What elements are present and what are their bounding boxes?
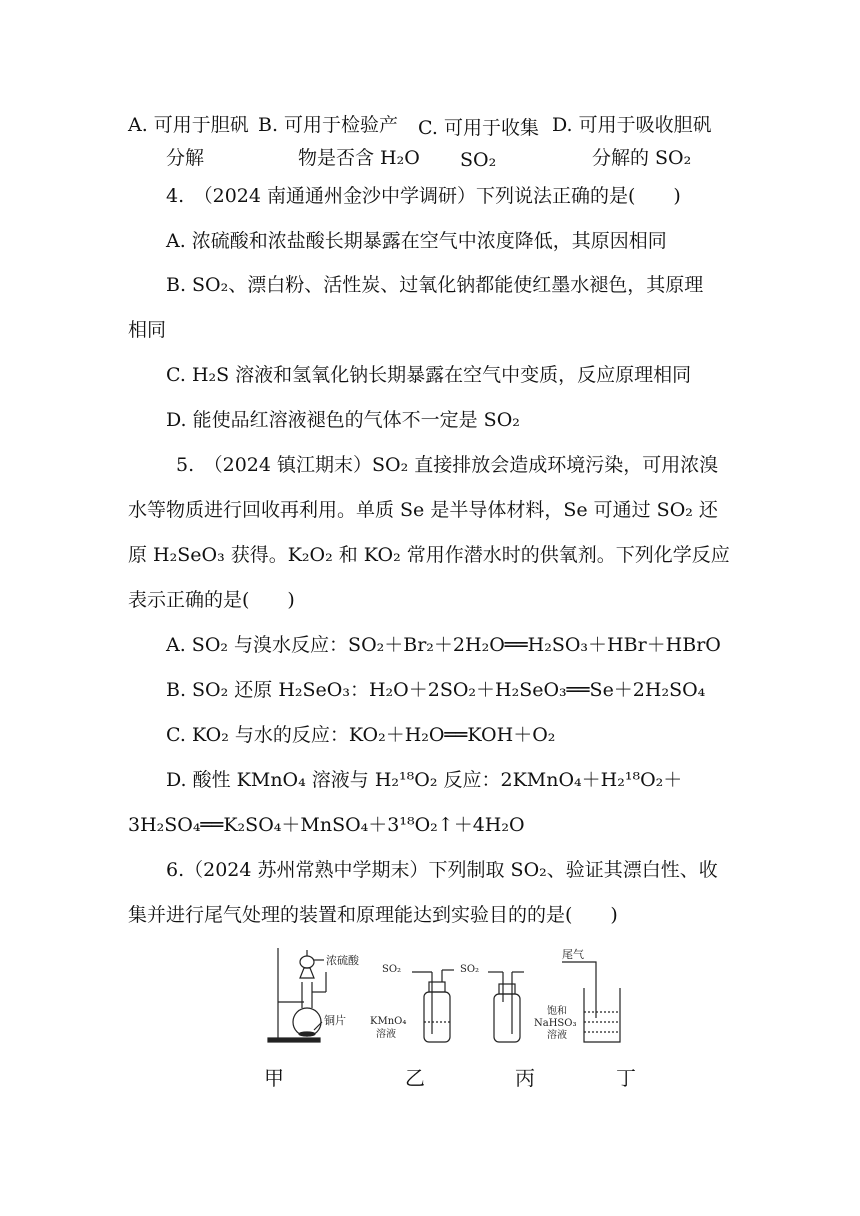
- figure-label-ding: 丁: [616, 1066, 636, 1090]
- q3-option-a-line1: A. 可用于胆矾: [128, 114, 249, 136]
- q4-option-a: A. 浓硫酸和浓盐酸长期暴露在空气中浓度降低，其原因相同: [166, 230, 667, 252]
- q5-option-b: B. SO₂ 还原 H₂SeO₃：H₂O＋2SO₂＋H₂SeO₃══Se＋2H₂SO₄: [166, 679, 706, 701]
- label-nahso3: NaHSO₃: [534, 1018, 577, 1029]
- q4-stem: 4. （2024 南通通州金沙中学调研）下列说法正确的是( ): [166, 185, 681, 207]
- q3-option-c-line1: C. 可用于收集: [418, 117, 539, 139]
- q3-option-b-line2: 物是否含 H₂O: [298, 147, 420, 169]
- q6-stem-line2: 集并进行尾气处理的装置和原理能达到实验目的的是( ): [128, 904, 618, 926]
- q3-option-c-line2: SO₂: [460, 149, 497, 171]
- label-so2-yi: SO₂: [382, 964, 402, 975]
- q5-option-c: C. KO₂ 与水的反应：KO₂＋H₂O══KOH＋O₂: [166, 724, 556, 746]
- q5-stem-line1: 5. （2024 镇江期末）SO₂ 直接排放会造成环境污染，可用浓溴: [176, 454, 719, 476]
- q4-option-c: C. H₂S 溶液和氢氧化钠长期暴露在空气中变质，反应原理相同: [166, 364, 692, 386]
- q4-option-d: D. 能使品红溶液褪色的气体不一定是 SO₂: [166, 409, 520, 431]
- q3-option-d-line2: 分解的 SO₂: [592, 147, 692, 169]
- q5-stem-line4: 表示正确的是( ): [128, 589, 295, 611]
- figure-label-bing: 丙: [515, 1066, 535, 1090]
- label-kmno4: KMnO₄: [370, 1016, 407, 1027]
- label-saturated: 饱和: [547, 1006, 567, 1017]
- q4-option-b-line1: B. SO₂、漂白粉、活性炭、过氧化钠都能使红墨水褪色，其原理: [166, 274, 704, 296]
- label-solution-ding: 溶液: [547, 1030, 567, 1041]
- q5-option-d-line1: D. 酸性 KMnO₄ 溶液与 H₂¹⁸O₂ 反应：2KMnO₄＋H₂¹⁸O₂＋: [166, 769, 683, 791]
- figure-label-yi: 乙: [405, 1066, 425, 1090]
- figure-label-jia: 甲: [264, 1066, 284, 1090]
- apparatus-figure: [262, 942, 662, 1058]
- q3-option-a-line2: 分解: [166, 147, 205, 169]
- apparatus-ding: [562, 962, 620, 1042]
- label-solution-yi: 溶液: [376, 1029, 396, 1040]
- apparatus-bing: [488, 972, 524, 1042]
- q3-option-b-line1: B. 可用于检验产: [258, 114, 399, 136]
- label-tail-gas: 尾气: [562, 948, 584, 961]
- q4-option-b-line2: 相同: [128, 319, 167, 341]
- q5-stem-line3: 原 H₂SeO₃ 获得。K₂O₂ 和 KO₂ 常用作潜水时的供氧剂。下列化学反应: [128, 544, 730, 566]
- q6-stem-line1: 6.（2024 苏州常熟中学期末）下列制取 SO₂、验证其漂白性、收: [166, 859, 718, 881]
- apparatus-jia: [268, 948, 326, 1042]
- q5-option-a: A. SO₂ 与溴水反应：SO₂＋Br₂＋2H₂O══H₂SO₃＋HBr＋HBrO: [166, 634, 721, 656]
- label-so2-bing: SO₂: [460, 964, 480, 975]
- q5-option-d-line2: 3H₂SO₄══K₂SO₄＋MnSO₄＋3¹⁸O₂↑＋4H₂O: [128, 814, 525, 836]
- label-copper: 铜片: [324, 1014, 346, 1027]
- q3-option-d-line1: D. 可用于吸收胆矾: [552, 114, 712, 136]
- q5-stem-line2: 水等物质进行回收再利用。单质 Se 是半导体材料，Se 可通过 SO₂ 还: [128, 499, 718, 521]
- label-conc-acid: 浓硫酸: [326, 954, 359, 967]
- apparatus-yi: [412, 970, 454, 1042]
